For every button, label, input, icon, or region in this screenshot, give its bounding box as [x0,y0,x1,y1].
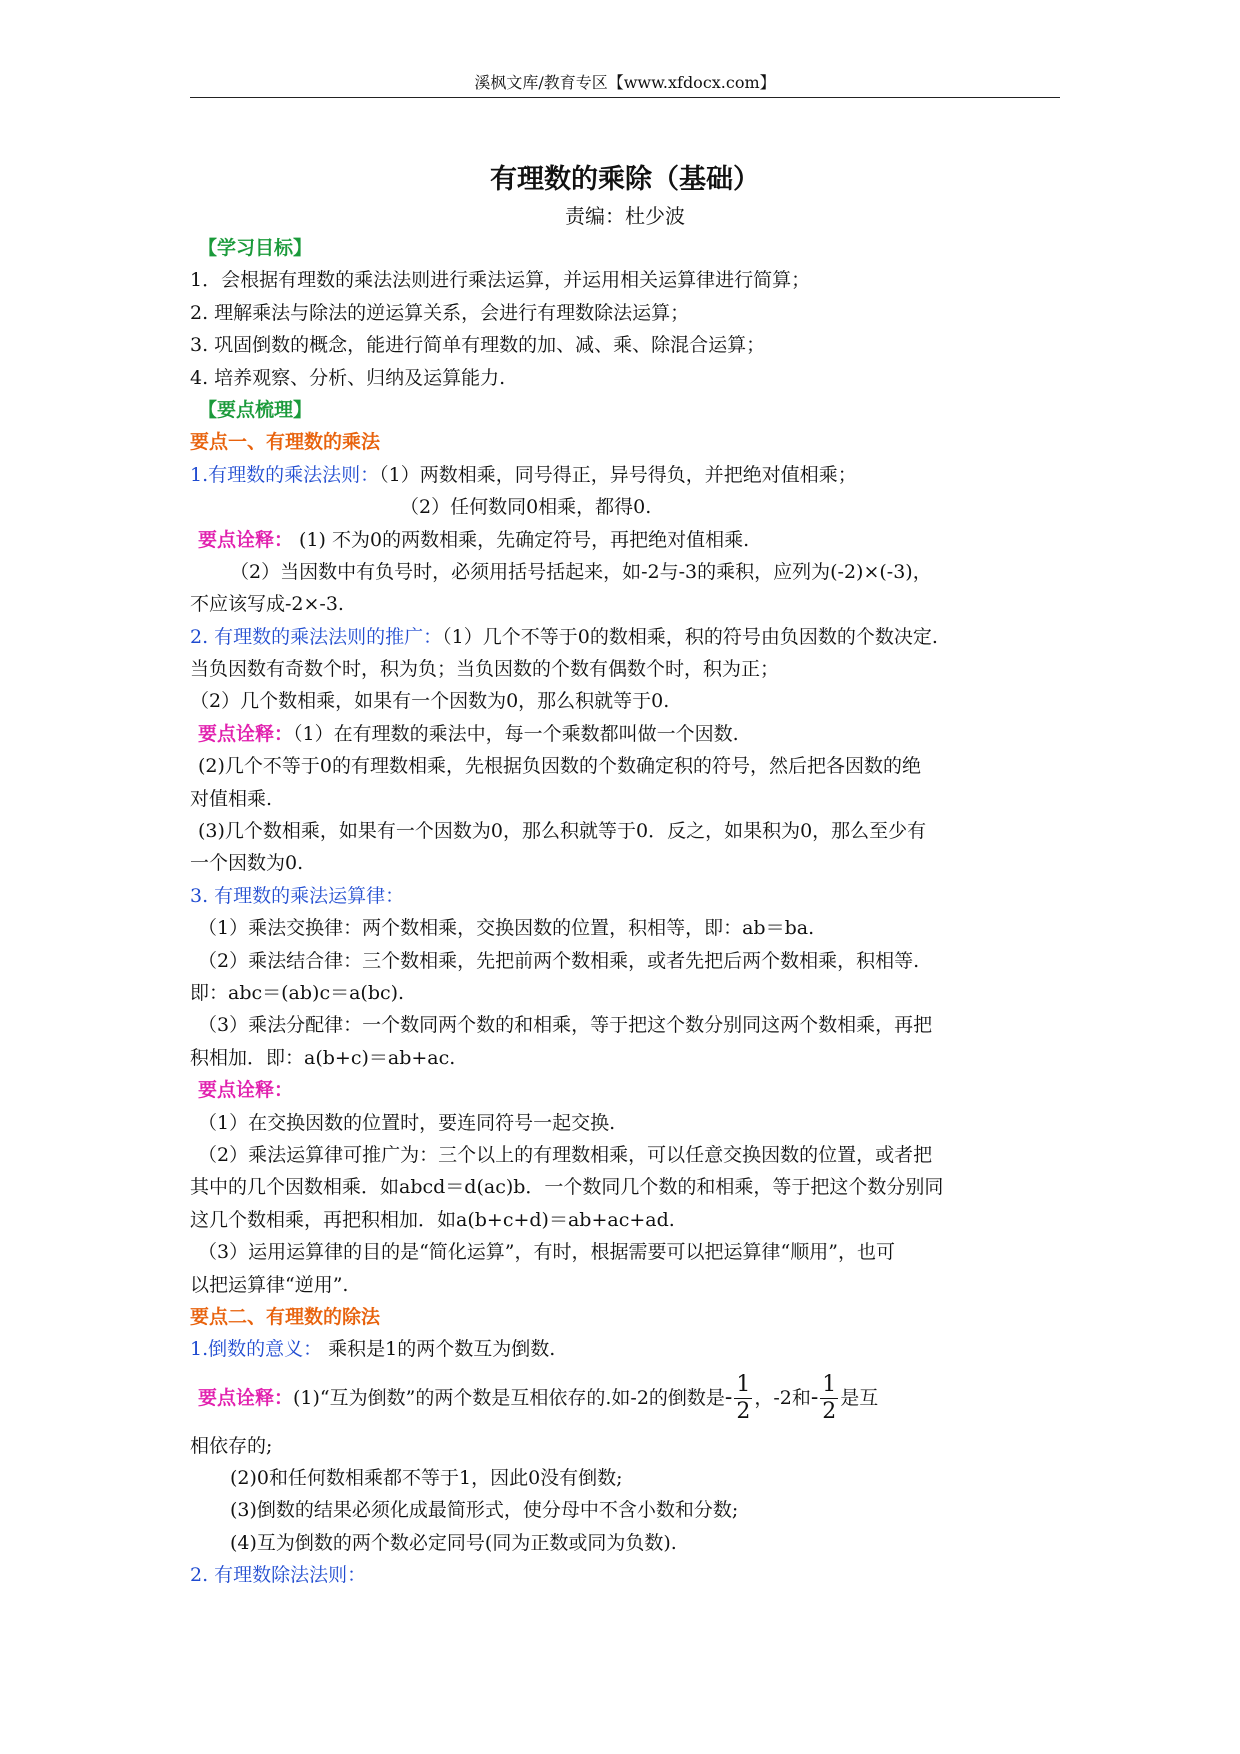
note-text: （1）在交换因数的位置时，要连同符号一起交换. [198,1111,616,1134]
note-text: 这几个数相乘，再把积相加．如a(b+c+d)＝ab+ac+ad. [190,1208,675,1231]
rule-text-2: （2）任何数同0相乘，都得0. [400,496,652,519]
note-label: 要点诠释： [198,1386,294,1409]
extension-text: 当负因数有奇数个时，积为负；当负因数的个数有偶数个时，积为正； [190,658,780,681]
note-text: 对值相乘. [190,787,273,810]
rule-label: 1.有理数的乘法法则： [190,463,380,486]
note-text: 是互 [840,1386,879,1409]
paragraph-note [190,718,1060,750]
law-text: 积相加．即：a(b+c)＝ab+ac. [190,1046,456,1069]
section-label-points: 【要点梳理】 [198,398,313,421]
division-rule-label: 2. 有理数除法法则： [190,1564,367,1587]
reciprocal-text: 乘积是1的两个数互为倒数. [322,1338,556,1361]
document-author: 责编：杜少波 [565,204,685,228]
note-text: (2)0和任何数相乘都不等于1，因此0没有倒数; [230,1467,623,1490]
minus-sign: - [724,1384,733,1410]
fraction-numerator: 1 [736,1372,751,1398]
paragraph-extension [190,621,1060,653]
note-text: (3)倒数的结果必须化成最简形式，使分母中不含小数和分数; [230,1499,739,1522]
note-text: 不应该写成-2×-3. [190,593,344,616]
note-text: （1）在有理数的乘法中，每一个乘数都叫做一个因数. [293,722,739,745]
paragraph-note [190,524,1060,556]
heading-multiplication: 要点一、有理数的乘法 [190,431,381,454]
fraction-denominator: 2 [822,1399,837,1425]
note-text: 其中的几个因数相乘．如abcd＝d(ac)b．一个数同几个数的和相乘，等于把这个数分别同 [190,1176,944,1199]
fraction-numerator: 1 [822,1372,837,1398]
note-text: (2)几个不等于0的有理数相乘，先根据负因数的个数确定积的符号，然后把各因数的绝 [198,755,922,778]
note-text: 一个因数为0. [190,852,304,875]
fraction-one-half [820,1372,838,1425]
law-text: （3）乘法分配律：一个数同两个数的和相乘，等于把这个数分别同这两个数相乘，再把 [198,1014,933,1037]
extension-text: （2）几个数相乘，如果有一个因数为0，那么积就等于0. [190,690,670,713]
fraction-one-half [734,1372,752,1425]
law-text: 即：abc＝(ab)c＝a(bc). [190,981,405,1004]
goal-item: 1．会根据有理数的乘法法则进行乘法运算，并运用相关运算律进行简算； [190,269,811,292]
note-text: (4)互为倒数的两个数必定同号(同为正数或同为负数). [230,1531,677,1554]
note-text: （2）乘法运算律可推广为：三个以上的有理数相乘，可以任意交换因数的位置，或者把 [198,1143,933,1166]
paragraph-note-fraction [190,1366,1060,1430]
minus-sign: - [810,1384,819,1410]
law-text: （2）乘法结合律：三个数相乘，先把前两个数相乘，或者先把后两个数相乘，积相等. [198,949,920,972]
note-text: (1) 不为0的两数相乘，先确定符号，再把绝对值相乘. [293,528,750,551]
note-text: （3）运用运算律的目的是“简化运算”，有时，根据需要可以把运算律“顺用”，也可 [198,1241,895,1264]
extension-text: （1）几个不等于0的数相乘，积的符号由负因数的个数决定. [442,625,938,648]
note-text: (1)“互为倒数”的两个数是互相依存的.如-2的倒数是 [293,1386,725,1409]
goal-item: 4. 培养观察、分析、归纳及运算能力. [190,366,506,389]
extension-label: 2. 有理数的乘法法则的推广： [190,625,443,648]
note-text: （2）当因数中有负号时，必须用括号括起来，如-2与-3的乘积，应列为(-2)×(-3)， [230,560,932,583]
note-label: 要点诠释： [198,1079,294,1102]
heading-division: 要点二、有理数的除法 [190,1305,381,1328]
section-label-goals: 【学习目标】 [198,237,313,259]
goal-item: 3. 巩固倒数的概念，能进行简单有理数的加、减、乘、除混合运算； [190,334,766,357]
note-label: 要点诠释： [198,528,294,551]
rule-text: （1）两数相乘，同号得正，异号得负，并把绝对值相乘； [379,463,857,486]
paragraph-reciprocal [190,1333,1060,1365]
paragraph-rule [190,459,1060,491]
document-title: 有理数的乘除（基础） [490,164,760,195]
laws-label: 3. 有理数的乘法运算律： [190,884,405,907]
note-label: 要点诠释： [198,722,294,745]
note-text: ，-2和 [754,1386,811,1409]
note-text: 相依存的; [190,1434,273,1457]
law-text: （1）乘法交换律：两个数相乘，交换因数的位置，积相等，即：ab＝ba. [198,917,815,940]
fraction-denominator: 2 [736,1399,751,1425]
page-header: 溪枫文库/教育专区【www.xfdocx.com】 [474,73,776,92]
note-text: 以把运算律“逆用”. [190,1273,349,1296]
header-divider [190,97,1060,98]
note-text: (3)几个数相乘，如果有一个因数为0，那么积就等于0．反之，如果积为0，那么至少有 [198,820,927,843]
reciprocal-label: 1.倒数的意义： [190,1338,323,1361]
goal-item: 2. 理解乘法与除法的逆运算关系，会进行有理数除法运算； [190,301,690,324]
document-body [190,160,1060,1592]
